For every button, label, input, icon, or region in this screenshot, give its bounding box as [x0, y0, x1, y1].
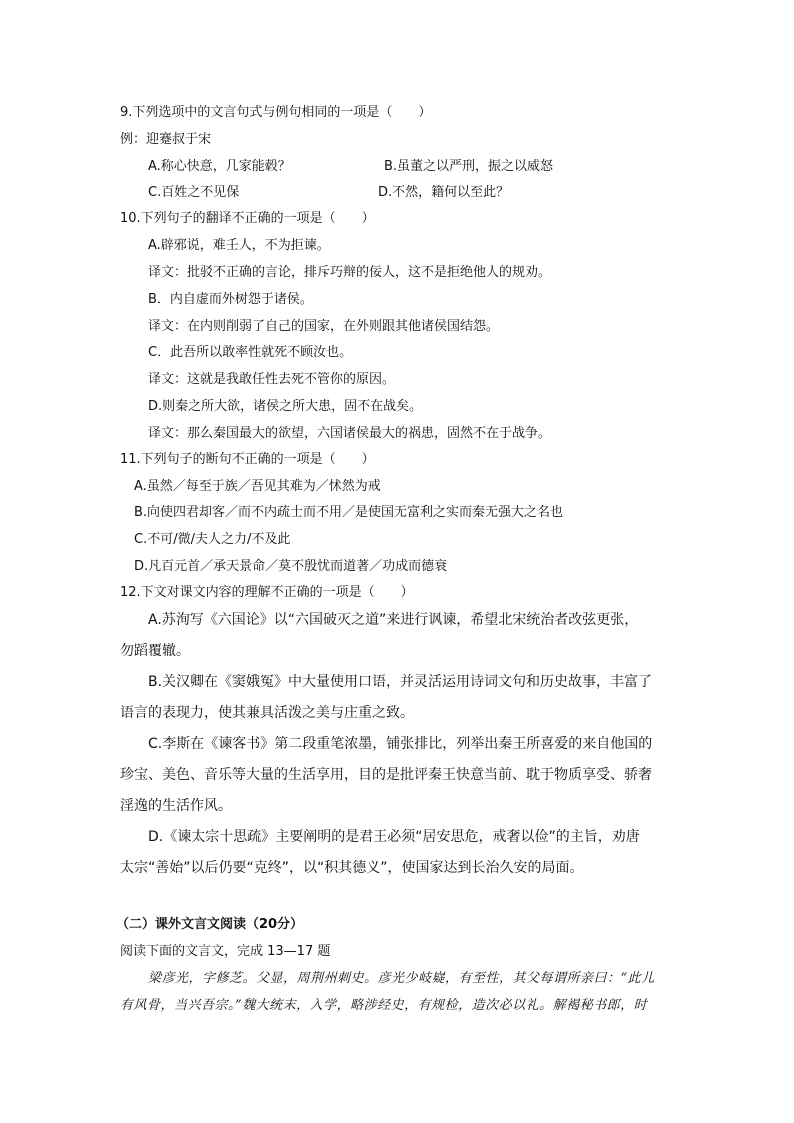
q10-option-c-translation: 译文：这就是我敢任性去死不管你的原因。: [148, 372, 396, 387]
q10-option-d: D.则秦之所大欲，诸侯之所大患，固不在战矣。: [148, 399, 423, 414]
q10-option-c: C．此吾所以敢率性就死不顾汝也。: [148, 345, 353, 360]
q10-option-b-translation: 译文：在内则削弱了自己的国家，在外则跟其他诸侯国结怨。: [148, 319, 500, 334]
q9-option-d: D.不然，籍何以至此？: [378, 185, 510, 200]
q12-option-a-line2: 勿蹈覆辙。: [120, 643, 190, 659]
q9-option-a: A.称心快意，几家能毂？: [148, 159, 291, 174]
q9-stem: 9.下列选项中的文言句式与例句相同的一项是（ ）: [120, 105, 432, 120]
q10-option-a-translation: 译文：批驳不正确的言论，排斥巧辩的佞人，这不是拒绝他人的规劝。: [148, 265, 552, 280]
q11-option-a: A.虽然／每至于族／吾见其难为／怵然为戒: [134, 479, 381, 494]
q12-option-a-line1: A.苏洵写《六国论》以“六国破灭之道”来进行讽谏，希望北宋统治者改弦更张，: [148, 612, 639, 628]
q10-stem: 10.下列句子的翻译不正确的一项是（ ）: [120, 211, 375, 226]
q9-option-c: C.百姓之不见保: [148, 185, 240, 200]
section-title: （二）课外文言文阅读（20分）: [116, 917, 304, 932]
q10-option-b: B．内自虚而外树怨于诸侯。: [148, 292, 313, 307]
q11-option-d: D.凡百元首／承天景命／莫不殷忧而道著／功成而德衰: [134, 559, 448, 574]
q12-option-c-line1: C.李斯在《谏客书》第二段重笔浓墨，铺张排比，列举出秦王所喜爱的来自他国的: [148, 736, 653, 752]
q12-option-d-line2: 太宗“善始”以后仍要“克终”，以“积其德义”，使国家达到长治久安的局面。: [120, 860, 584, 876]
section-instruction: 阅读下面的文言文，完成 13—17 题: [120, 944, 331, 959]
q12-option-c-line3: 淫逸的生活作风。: [120, 798, 232, 814]
q11-option-c: C.不可/微/夫人之力/不及此: [134, 532, 291, 547]
passage-line2: 有风骨，当兴吾宗。”魏大统末，入学，略涉经史，有规检，造次必以礼。解褐秘书郎，时: [120, 998, 648, 1013]
q12-stem: 12.下文对课文内容的理解不正确的一项是（ ）: [120, 585, 414, 600]
q12-option-b-line2: 语言的表现力，使其兼具活泼之美与庄重之致。: [120, 705, 414, 721]
q12-option-b-line1: B.关汉卿在《窦娥冤》中大量使用口语，并灵活运用诗词文句和历史故事，丰富了: [148, 674, 653, 690]
q9-example: 例：迎蹇叔于宋: [120, 132, 212, 147]
q10-option-d-translation: 译文：那么秦国最大的欲望，六国诸侯最大的祸患，固然不在于战争。: [148, 426, 552, 441]
q10-option-a: A.辟邪说，难壬人，不为拒谏。: [148, 238, 330, 253]
q11-option-b: B.向使四君却客／而不内疏士而不用／是使国无富利之实而秦无强大之名也: [134, 505, 564, 520]
q12-option-d-line1: D.《谏太宗十思疏》主要阐明的是君王必须“居安思危，戒奢以俭”的主旨，劝唐: [148, 829, 640, 845]
q9-option-b: B.虽董之以严刑，振之以威怒: [384, 159, 554, 174]
q12-option-c-line2: 珍宝、美色、音乐等大量的生活享用，目的是批评秦王快意当前、耽于物质享受、骄奢: [120, 767, 652, 783]
passage-line1: 梁彦光，字修芝。父显，周荆州刺史。彦光少岐嶷，有至性，其父每谓所亲曰：“此儿: [148, 971, 655, 986]
q11-stem: 11.下列句子的断句不正确的一项是（ ）: [120, 452, 375, 467]
